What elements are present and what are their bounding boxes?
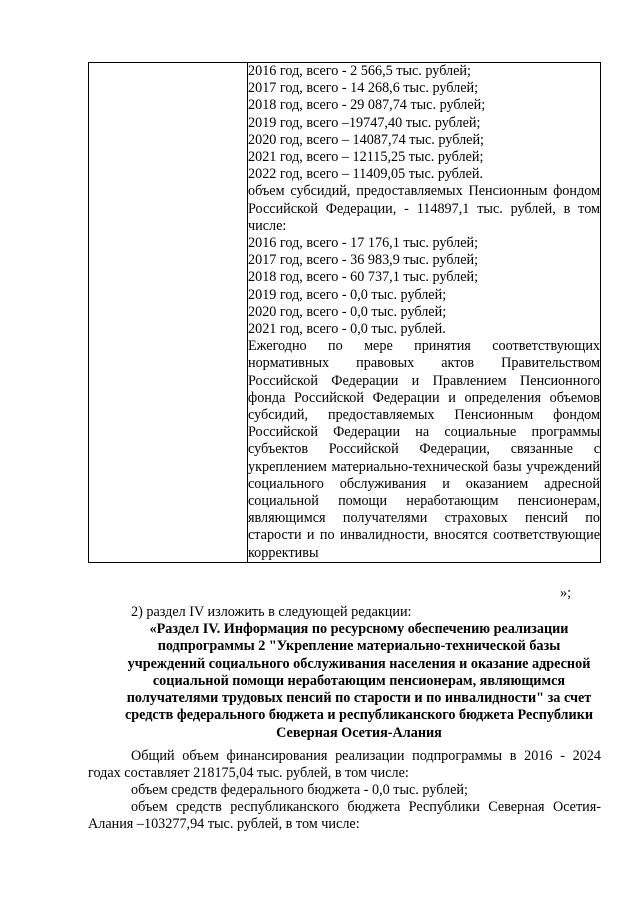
year-list-pfr	[248, 235, 600, 338]
table-row	[89, 63, 601, 563]
list-item: 2022 год, всего – 11409,05 тыс. рублей.	[248, 166, 484, 183]
list-item: 2017 год, всего - 14 268,6 тыс. рублей;	[248, 80, 479, 97]
list-item: 2018 год, всего - 60 737,1 тыс. рублей;	[248, 269, 479, 286]
closing-quote: »;	[560, 585, 572, 601]
total-funding-paragraph: Общий объем финансирования реализации подпрограммы в 2016 - 2024 годах составляет 218175,04 тыс. рублей, в том числе:	[88, 748, 601, 781]
list-item: 2021 год, всего - 0,0 тыс. рублей.	[248, 321, 446, 338]
list-item: 2020 год, всего – 14087,74 тыс. рублей;	[248, 131, 484, 148]
list-item: 2019 год, всего –19747,40 тыс. рублей;	[248, 114, 481, 131]
republic-budget-paragraph: объем средств республиканского бюджета Республики Северная Осетия-Алания –103277,94 тыс. рублей, в том числе:	[88, 799, 601, 832]
list-item: 2016 год, всего - 2 566,5 тыс. рублей;	[248, 63, 471, 79]
federal-budget-paragraph: объем средств федерального бюджета - 0,0 тыс. рублей;	[131, 782, 468, 798]
list-item: 2016 год, всего - 17 176,1 тыс. рублей;	[248, 235, 479, 252]
section-intro: 2) раздел IV изложить в следующей редакции:	[131, 604, 412, 620]
table-cell-label	[89, 63, 248, 563]
table-cell-content	[248, 63, 601, 563]
pfr-subsidy-intro: объем субсидий, предоставляемых Пенсионным фондом Российской Федерации, - 114897,1 тыс. рублей, в том числе:	[248, 183, 600, 234]
list-item: 2021 год, всего – 12115,25 тыс. рублей;	[248, 149, 484, 166]
list-item: 2020 год, всего - 0,0 тыс. рублей;	[248, 303, 447, 320]
year-list-total	[248, 63, 600, 183]
list-item: 2018 год, всего - 29 087,74 тыс. рублей;	[248, 97, 486, 114]
list-item: 2019 год, всего - 0,0 тыс. рублей;	[248, 286, 447, 303]
section-heading: «Раздел IV. Информация по ресурсному обеспечению реализации подпрограммы 2 "Укрепление материально-технической базы учреждений социального обслуживания населения и оказание адресной социальной помощи неработающим пенсионерам, являющимся получателями трудовых пенсий по старости и по инвалидности" за счет средств федерального бюджета и республиканского бюджета Республики Северная Осетия-Алания	[124, 621, 594, 741]
funding-table	[88, 62, 601, 563]
adjustment-note: Ежегодно по мере принятия соответствующих нормативных правовых актов Правительством Российской Федерации и Правлением Пенсионного фонда Российской Федерации и определения объемов субсидий, предоставляемых Пенсионным фондом Российской Федерации на социальные программы субъектов Российской Федерации, связанные с укреплением материально-технической базы учреждений социального обслуживания и оказанием адресной социальной помощи неработающим пенсионерам, являющимся получателями страховых пенсий по старости и по инвалидности, вносятся соответствующие коррективы	[248, 338, 600, 561]
list-item: 2017 год, всего - 36 983,9 тыс. рублей;	[248, 252, 479, 269]
body-text	[88, 748, 601, 833]
